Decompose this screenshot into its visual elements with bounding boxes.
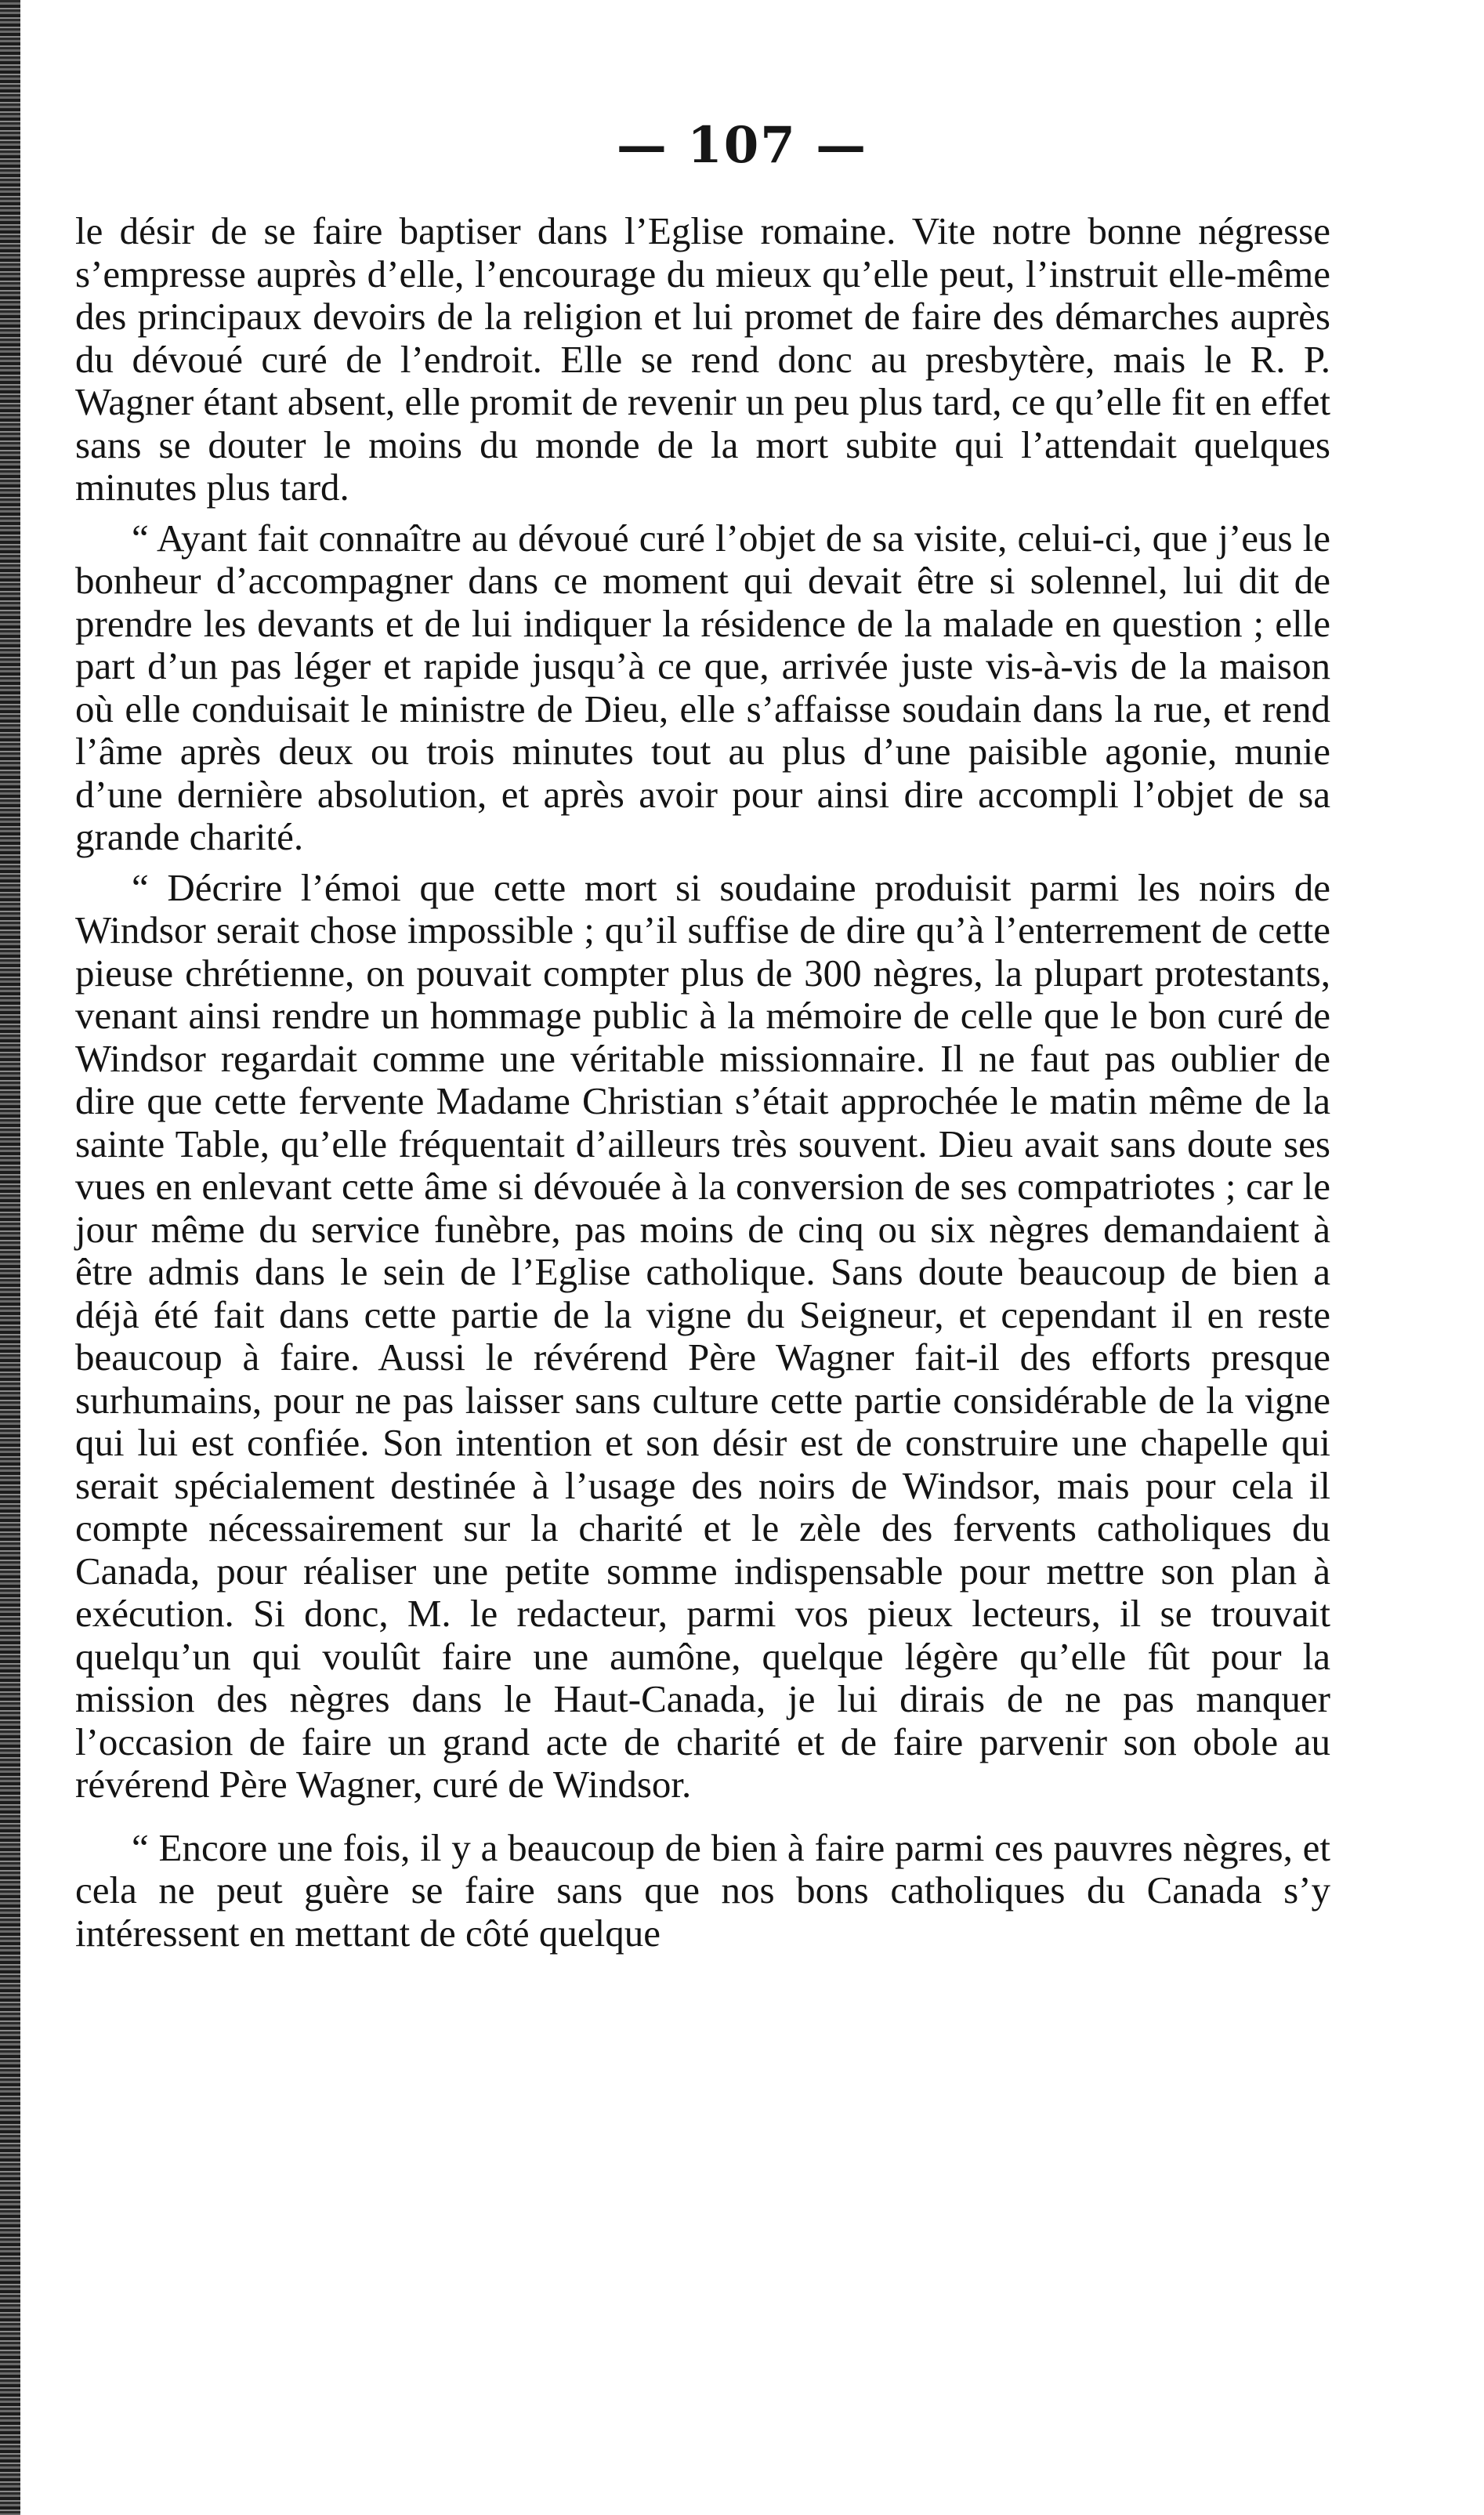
paragraph: “ Encore une fois, il y a beaucoup de bien à faire parmi ces pauvres nègres, et cela ne peut guère se faire sans que nos bons catholiques du Canada s’y intéressent en mettant de côté quelque: [75, 1825, 1330, 1955]
binding-edge: [0, 0, 20, 2515]
paragraph: “ Ayant fait connaître au dévoué curé l’objet de sa visite, celui-ci, que j’eus le bonheur d’accompagner dans ce moment qui devait être si solennel, lui dit de prendre les devants et de lui indiquer la résidence de la malade en question ; elle part d’un pas léger et rapide jusqu’à ce que, arrivée juste vis-à-vis de la maison où elle conduisait le ministre de Dieu, elle s’affaisse soudain dans la rue, et rend l’âme après deux ou trois minutes tout au plus d’une paisible agonie, munie d’une dernière absolution, et après avoir pour ainsi dire accompli l’objet de sa grande charité.: [75, 516, 1330, 858]
page-number: — 107 —: [616, 116, 868, 175]
paragraph: le désir de se faire baptiser dans l’Eglise romaine. Vite notre bonne négresse s’empresse auprès d’elle, l’encourage du mieux qu’elle peut, l’instruit elle-même des principaux devoirs de la religion et lui promet de faire des démarches auprès du dévoué curé de l’endroit. Elle se rend donc au presbytère, mais le R. P. Wagner étant absent, elle promit de revenir un peu plus tard, ce qu’elle fit en effet sans se douter le moins du monde de la mort subite qui l’attendait quelques minutes plus tard.: [75, 209, 1330, 509]
paragraph: “ Décrire l’émoi que cette mort si soudaine produisit parmi les noirs de Windsor serait chose impossible ; qu’il suffise de dire qu’à l’enterrement de cette pieuse chrétienne, on pouvait compter plus de 300 nègres, la plupart protestants, venant ainsi rendre un hommage public à la mémoire de celle que le bon curé de Windsor regardait comme une véritable missionnaire. Il ne faut pas oublier de dire que cette fervente Madame Christian s’était approchée le matin même de la sainte Table, qu’elle fréquentait d’ailleurs très souvent. Dieu avait sans doute ses vues en enlevant cette âme si dévouée à la conversion de ses compatriotes ; car le jour même du service funèbre, pas moins de cinq ou six nègres demandaient à être admis dans le sein de l’Eglise catholique. Sans doute beaucoup de bien a déjà été fait dans cette partie de la vigne du Seigneur, et cependant il en reste beaucoup à faire. Aussi le révérend Père Wagner fait-il des efforts presque surhumains, pour ne pas laisser sans culture cette partie considérable de la vigne qui lui est confiée. Son intention et son désir est de construire une chapelle qui serait spécialement destinée à l’usage des noirs de Windsor, mais pour cela il compte nécessairement sur la charité et le zèle des fervents catholiques du Canada, pour réaliser une petite somme indispensable pour mettre son plan à exécution. Si donc, M. le redacteur, parmi vos pieux lecteurs, il se trouvait quelqu’un qui voulût faire une aumône, quelque légère qu’elle fût pour la mission des nègres dans le Haut-Canada, je lui dirais de ne pas manquer l’occasion de faire un grand acte de charité et de faire parvenir son obole au révérend Père Wagner, curé de Windsor.: [75, 865, 1330, 1806]
body-text: [75, 210, 1330, 1962]
